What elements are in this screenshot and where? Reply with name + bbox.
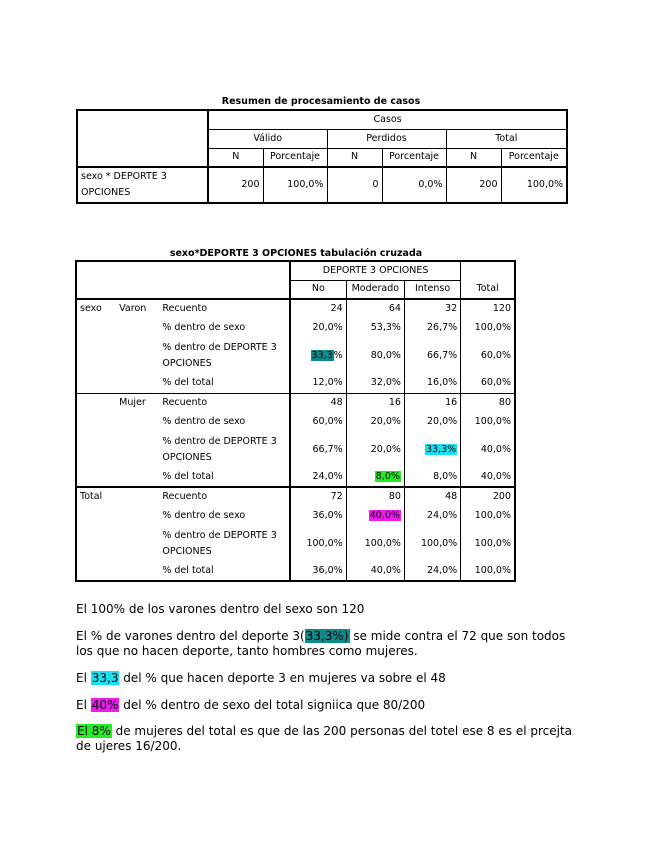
crosstab-cell: 12,0% (290, 374, 346, 393)
summary-group-total: Total (446, 129, 567, 148)
stat-label: % dentro de DEPORTE 3 OPCIONES (159, 337, 290, 374)
stat-label: Recuento (159, 487, 290, 506)
highlight-cyan: 33,3 (91, 671, 119, 685)
stat-label: % dentro de sexo (159, 506, 290, 525)
crosstab-cell (346, 506, 404, 525)
crosstab-cell: 40,0% (346, 562, 404, 581)
crosstab-cell: 100,0% (474, 565, 511, 576)
crosstab-col-intenso: Intenso (404, 280, 460, 299)
summary-corner (77, 110, 208, 167)
crosstab-group-header: DEPORTE 3 OPCIONES (290, 261, 461, 280)
stat-label: Recuento (159, 393, 290, 412)
highlight-magenta: 40,0% (369, 509, 400, 521)
highlight-teal: 33,3 (311, 349, 333, 361)
highlight-green: El 8% (77, 724, 111, 738)
crosstab-mujer-label: Mujer (119, 396, 146, 408)
crosstab-cell: 16 (346, 393, 404, 412)
summary-col-pct: Porcentaje (501, 148, 567, 167)
note-3: El 33,3 del % que hacen deporte 3 en mujeres va sobre el 48 (76, 671, 446, 685)
crosstab-cell: 24,0% (290, 468, 346, 487)
stat-label: % dentro de sexo (159, 412, 290, 431)
stat-label: % dentro de sexo (159, 318, 290, 337)
crosstab-cell: 48 (404, 487, 460, 506)
summary-cell: 100,0% (526, 179, 564, 190)
crosstab-cell: 100,0% (346, 525, 404, 562)
crosstab-cell: 8,0% (404, 468, 460, 487)
summary-cell: 0,0% (382, 167, 446, 203)
note-2: El % de varones dentro del deporte 3(33,3%) se mide contra el 72 que son todos los que no hacen deporte, tanto hombres como mujeres. (76, 629, 566, 658)
summary-cell: 100,0% (263, 167, 327, 203)
highlight-cyan: 33,3% (426, 443, 457, 455)
crosstab-cell: 20,0% (346, 431, 404, 468)
crosstab-col-total: Total (461, 261, 515, 299)
note-5: El 8% de mujeres del total es que de las 200 personas del totel ese 8 es el prcejta de ujeres 16/200. (76, 724, 573, 753)
summary-col-n: N (208, 148, 263, 167)
crosstab-cell: 72 (290, 487, 346, 506)
stat-label: Recuento (159, 299, 290, 318)
crosstab-cell: 40,0% (461, 468, 515, 487)
crosstab-cell: 100,0% (290, 525, 346, 562)
crosstab-cell: 32,0% (346, 374, 404, 393)
summary-group-perdidos: Perdidos (327, 129, 446, 148)
crosstab-cell: 16 (404, 393, 460, 412)
summary-cell: 0 (327, 167, 382, 203)
highlight-magenta: 40% (91, 698, 119, 712)
crosstab-cell: 48 (290, 393, 346, 412)
crosstab-total-label: Total (80, 491, 103, 502)
crosstab-cell: 26,7% (404, 318, 460, 337)
highlight-green: 8,0% (375, 471, 400, 482)
stat-label: % del total (159, 374, 290, 393)
crosstab-varon-label: Varon (119, 303, 147, 314)
crosstab-cell: 53,3% (346, 318, 404, 337)
summary-group-valido: Válido (208, 129, 327, 148)
note-1: El 100% de los varones dentro del sexo son 120 (76, 602, 365, 616)
note-4: El 40% del % dentro de sexo del total signiica que 80/200 (76, 698, 426, 712)
crosstab-table (75, 260, 516, 582)
crosstab-cell: 120 (492, 303, 511, 314)
crosstab-cell: 80,0% (346, 337, 404, 374)
crosstab-cell: 100,0% (474, 321, 511, 333)
crosstab-cell: 200 (492, 491, 511, 502)
crosstab-corner (76, 261, 290, 299)
stat-label: % del total (159, 562, 290, 581)
summary-row-label: sexo * DEPORTE 3 OPCIONES (77, 167, 208, 203)
crosstab-cell: 100,0% (474, 509, 511, 521)
highlight-teal: 33,3%) (305, 629, 349, 643)
crosstab-cell: 60,0% (480, 349, 511, 361)
crosstab-col-no: No (290, 280, 346, 299)
summary-cell: 200 (446, 167, 501, 203)
crosstab-cell: 66,7% (404, 337, 460, 374)
crosstab-cell: 64 (346, 299, 404, 318)
summary-casos-header: Casos (208, 110, 567, 129)
crosstab-cell (346, 468, 404, 487)
crosstab-cell: 24 (290, 299, 346, 318)
crosstab-cell: 80 (346, 487, 404, 506)
crosstab-cell: 16,0% (404, 374, 460, 393)
crosstab-col-moderado: Moderado (346, 280, 404, 299)
crosstab-cell: 100,0% (474, 415, 511, 427)
stat-label: % dentro de DEPORTE 3 OPCIONES (159, 431, 290, 468)
crosstab-cell: 24,0% (404, 562, 460, 581)
stat-label: % del total (159, 468, 290, 487)
crosstab-cell: 36,0% (290, 562, 346, 581)
crosstab-cell: 100,0% (404, 525, 460, 562)
crosstab-cell: 32 (404, 299, 460, 318)
crosstab-cell: 20,0% (346, 412, 404, 431)
crosstab-sexo-label: sexo (80, 303, 102, 314)
summary-col-n: N (446, 148, 501, 167)
crosstab-cell: 36,0% (290, 506, 346, 525)
summary-cell: 200 (208, 167, 263, 203)
crosstab-cell: 33,3% (290, 337, 346, 374)
crosstab-cell: 100,0% (474, 537, 511, 549)
notes (76, 602, 596, 617)
crosstab-cell: 40,0% (480, 443, 511, 455)
crosstab-cell: 24,0% (404, 506, 460, 525)
crosstab-cell: 20,0% (290, 318, 346, 337)
stat-label: % dentro de DEPORTE 3 OPCIONES (159, 525, 290, 562)
summary-col-n: N (327, 148, 382, 167)
summary-title: Resumen de procesamiento de casos (221, 96, 421, 107)
crosstab-cell: 20,0% (404, 412, 460, 431)
summary-col-pct: Porcentaje (382, 148, 446, 167)
crosstab-cell: 80 (498, 396, 511, 408)
crosstab-cell: 66,7% (290, 431, 346, 468)
summary-table (76, 109, 568, 204)
summary-col-pct: Porcentaje (263, 148, 327, 167)
crosstab-cell (404, 431, 460, 468)
crosstab-title: sexo*DEPORTE 3 OPCIONES tabulación cruzada (169, 248, 423, 259)
crosstab-cell: 60,0% (461, 374, 515, 393)
crosstab-cell: 60,0% (290, 412, 346, 431)
